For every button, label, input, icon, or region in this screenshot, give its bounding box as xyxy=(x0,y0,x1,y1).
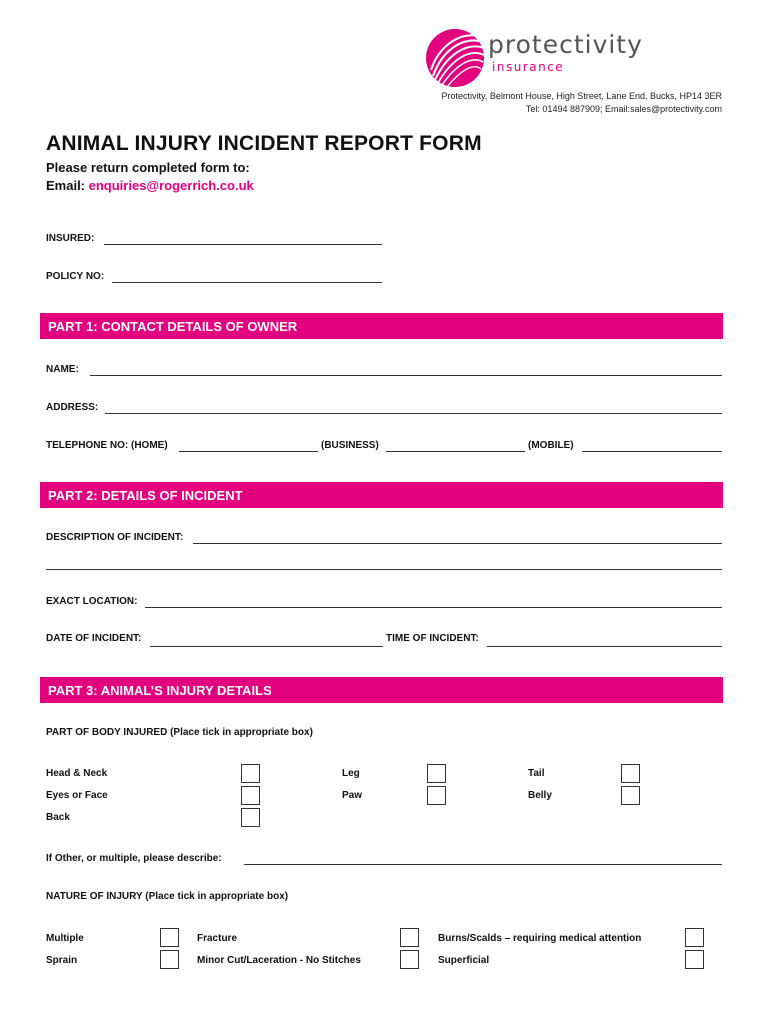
contact-line: Tel: 01494 887909; Email:sales@protectivity.com xyxy=(525,104,722,114)
eyes-face-checkbox[interactable] xyxy=(241,786,260,805)
sprain-checkbox[interactable] xyxy=(160,950,179,969)
multiple-checkbox[interactable] xyxy=(160,928,179,947)
name-label: NAME: xyxy=(46,364,79,375)
description-field[interactable] xyxy=(193,543,722,544)
address-label: ADDRESS: xyxy=(46,402,99,413)
paw-label: Paw xyxy=(342,790,363,801)
company-address xyxy=(442,90,722,116)
tel-mobile-field[interactable] xyxy=(582,451,722,452)
superficial-label: Superficial xyxy=(438,955,490,966)
name-field[interactable] xyxy=(90,375,722,376)
tail-label: Tail xyxy=(528,768,545,779)
back-checkbox[interactable] xyxy=(241,808,260,827)
tel-business-label: (BUSINESS) xyxy=(321,440,379,451)
email-label: Email: xyxy=(46,178,89,193)
head-neck-label: Head & Neck xyxy=(46,768,108,779)
belly-checkbox[interactable] xyxy=(621,786,640,805)
address-field[interactable] xyxy=(105,413,722,414)
protectivity-logo-icon xyxy=(425,28,485,88)
part2-heading: PART 2: DETAILS OF INCIDENT xyxy=(40,482,723,508)
location-field[interactable] xyxy=(145,607,722,608)
fracture-label: Fracture xyxy=(197,933,238,944)
date-label: DATE OF INCIDENT: xyxy=(46,633,142,644)
leg-label: Leg xyxy=(342,768,360,779)
brand-subtitle: insurance xyxy=(492,60,565,74)
eyes-face-label: Eyes or Face xyxy=(46,790,108,801)
leg-checkbox[interactable] xyxy=(427,764,446,783)
part3-heading: PART 3: ANIMAL’S INJURY DETAILS xyxy=(40,677,723,703)
policy-no-field[interactable] xyxy=(112,282,382,283)
part1-heading: PART 1: CONTACT DETAILS OF OWNER xyxy=(40,313,723,339)
tel-mobile-label: (MOBILE) xyxy=(528,440,574,451)
policy-no-label: POLICY NO: xyxy=(46,271,105,282)
return-note: Please return completed form to: xyxy=(46,160,250,175)
time-label: TIME OF INCIDENT: xyxy=(386,633,479,644)
description-label: DESCRIPTION OF INCIDENT: xyxy=(46,532,184,543)
tel-home-field[interactable] xyxy=(179,451,318,452)
brand-name: protectivity xyxy=(488,30,643,59)
tel-home-label: TELEPHONE NO: (HOME) xyxy=(46,440,168,451)
fracture-checkbox[interactable] xyxy=(400,928,419,947)
other-describe-field[interactable] xyxy=(244,864,722,865)
other-describe-label: If Other, or multiple, please describe: xyxy=(46,853,222,864)
head-neck-checkbox[interactable] xyxy=(241,764,260,783)
burns-label: Burns/Scalds – requiring medical attention xyxy=(438,933,642,944)
minor-cut-label: Minor Cut/Laceration - No Stitches xyxy=(197,955,361,966)
belly-label: Belly xyxy=(528,790,552,801)
return-email-link[interactable]: enquiries@rogerrich.co.uk xyxy=(88,178,254,193)
tel-business-field[interactable] xyxy=(386,451,525,452)
time-field[interactable] xyxy=(487,646,722,647)
paw-checkbox[interactable] xyxy=(427,786,446,805)
location-label: EXACT LOCATION: xyxy=(46,596,138,607)
minor-cut-checkbox[interactable] xyxy=(400,950,419,969)
sprain-label: Sprain xyxy=(46,955,78,966)
description-field-continued[interactable] xyxy=(46,569,722,570)
form-title: ANIMAL INJURY INCIDENT REPORT FORM xyxy=(46,132,482,155)
return-email-line xyxy=(46,178,254,193)
date-field[interactable] xyxy=(150,646,383,647)
back-label: Back xyxy=(46,812,70,823)
body-part-heading: PART OF BODY INJURED (Place tick in appropriate box) xyxy=(46,727,313,738)
nature-heading: NATURE OF INJURY (Place tick in appropriate box) xyxy=(46,891,289,902)
superficial-checkbox[interactable] xyxy=(685,950,704,969)
burns-checkbox[interactable] xyxy=(685,928,704,947)
multiple-label: Multiple xyxy=(46,933,84,944)
address-line: Protectivity, Belmont House, High Street, Lane End, Bucks, HP14 3ER xyxy=(441,91,722,101)
insured-field[interactable] xyxy=(104,244,382,245)
insured-label: INSURED: xyxy=(46,233,95,244)
tail-checkbox[interactable] xyxy=(621,764,640,783)
